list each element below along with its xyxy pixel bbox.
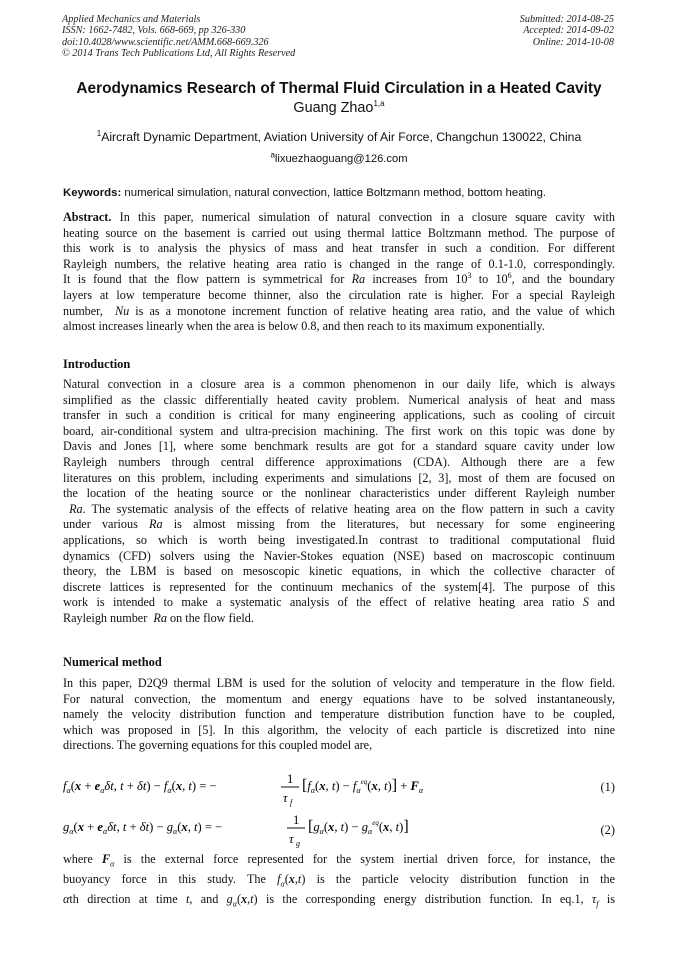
intro-line: literatures on this problem, including experiments and simulations [2, 3], most of them are focused on xyxy=(63,470,615,485)
intro-line: work is intended to make a systematic analysis of the effect of relative heating area ratio S and xyxy=(63,595,615,610)
submitted-date: Submitted: 2014-08-25 xyxy=(519,14,614,25)
svg-text:[gα(x, t) − gαeq(x, t)]: [$g_\alpha(x$, $t) - g_\alpha^{eq}(x$, t)] xyxy=(308,818,409,836)
equation-1-graphic xyxy=(63,769,563,811)
numerical-method-heading: Numerical method xyxy=(63,655,162,669)
equation-2-number: (2) xyxy=(600,823,615,837)
abstract xyxy=(63,210,615,335)
intro-line: theory, the LBM is based on mesoscopic kinetic equations, in which the collective character of xyxy=(63,564,615,579)
intro-line: Rayleigh numbers through central difference approximations (CDA). Although there are a few xyxy=(63,454,615,469)
intro-line: board, air-conditional system and ultra-precision machining. The first work on this topic was done by xyxy=(63,423,615,438)
abstract-line: layers at low temperature become thinner, also the circulation rate is higher. For a special Rayleigh xyxy=(63,287,615,302)
intro-line: Rayleigh number Ra on the flow field. xyxy=(63,610,254,625)
abstract-line: Rayleigh numbers, the relative heating area ratio is changed in the range of 0.1-1.0, correspondingly. xyxy=(63,256,615,271)
author-name: Guang Zhao xyxy=(293,100,374,116)
abstract-label: Abstract. xyxy=(63,210,112,224)
method-line: αth direction at time t, and $g_\alpha(x,t)$ is the corresponding energy distribution function. In eq.1, $\tau_f$ is xyxy=(63,892,615,909)
abstract-line: Abstract. In this paper, numerical simulation of natural convection in a closure square cavity with xyxy=(63,210,615,224)
copyright: © 2014 Trans Tech Publications Ltd, All Rights Reserved xyxy=(62,48,296,60)
email-sup: a xyxy=(270,150,275,160)
introduction-heading: Introduction xyxy=(63,357,131,371)
intro-line: Davis and Jones [1], where some benchmark results are got for a standard square cavity under low xyxy=(63,439,615,454)
svg-text:g: g xyxy=(296,839,300,848)
abstract-line: It is found that the flow pattern is symmetrical for Ra increases from $10^3$ to $10^6$, and the boundary xyxy=(63,271,616,287)
paper-title: Aerodynamics Research of Thermal Fluid Circulation in a Heated Cavity xyxy=(76,80,602,97)
numerical-method-body xyxy=(63,676,615,754)
method-line: For natural convection, the momentum and energy equations have to be solved instantaneously, xyxy=(63,691,615,706)
keywords xyxy=(63,187,623,199)
svg-text:gα(x + eαδt, t + δt) − gα(x, t: $g_\alpha(x + e_\alpha\delta t$, $t + \delta t) - g_\alpha(x$, t) = − xyxy=(63,820,223,836)
svg-text:1: 1 xyxy=(293,813,300,827)
affiliation-text: Aircraft Dynamic Department, Aviation University of Air Force, Changchun 130022, China xyxy=(101,130,582,144)
intro-line: Natural convection in a closure area is a common phenomenon in our daily life, which is always xyxy=(63,377,615,391)
keywords-label: Keywords: xyxy=(63,187,122,199)
equation-1 xyxy=(63,769,615,809)
abstract-line: this work is to analysis the physics of mass and heat transfer in such a condition. For different xyxy=(63,241,615,256)
equation-1-number: (1) xyxy=(600,780,615,794)
svg-text:f: f xyxy=(290,798,293,807)
affiliation xyxy=(0,130,678,144)
equation-2-graphic xyxy=(63,812,563,854)
svg-text:τ: τ xyxy=(283,791,288,805)
author-sup: 1,a xyxy=(373,99,385,109)
doi: doi:10.4028/www.scientific.net/AMM.668-669.326 xyxy=(62,36,269,48)
intro-line: under various Ra is almost missing from the literatures, but necessary for some engineering xyxy=(63,517,616,532)
intro-line: simplified as the classic differentially heated cavity problem. Numerical analysis of heat and mass xyxy=(63,392,615,407)
issn: ISSN: 1662-7482, Vols. 668-669, pp 326-330 xyxy=(62,25,246,37)
intro-line: transfer in such a condition is critical for many engineering applications, such as cooling of circuit xyxy=(63,408,615,423)
svg-text:[fα(x, t) − fαeq(x, t)] + Fα: [$f_\alpha(x$, $t) - f_\alpha^{eq}(x$, $t)] + F_\alpha$ xyxy=(302,777,424,795)
method-line: buoyancy force in this study. The $f_\alpha(x,t)$ is the particle velocity distribution function in the xyxy=(63,872,615,889)
email-address: lixuezhaoguang@126.com xyxy=(274,153,408,165)
accepted-date: Accepted: 2014-09-02 xyxy=(523,25,614,37)
intro-line: dynamics (CFD) solvers using the Navier-Stokes equation (NSE) based on macroscopic continuum xyxy=(63,548,615,563)
intro-line: discrete lattices is represented for the continuum mechanics of the system[4]. The purpose of this xyxy=(63,579,615,594)
svg-text:fα(x + eαδt, t + δt) − fα(x, t: $f_\alpha(x + e_\alpha\delta t$, $t + \delta t) - f_\alpha(x$, t) = − xyxy=(63,779,217,795)
method-line: directions. The governing equations for this coupled model are, xyxy=(63,738,373,753)
abstract-line: number, Nu is as a monotone increment function of relative heating area ratio, and the value of which xyxy=(63,303,616,318)
abstract-line: heating source on the basement is carried out using thermal lattice Boltzmann method. The purpose of xyxy=(63,225,615,240)
equation-2 xyxy=(63,812,615,852)
keywords-text: numerical simulation, natural convection, lattice Boltzmann method, bottom heating. xyxy=(124,187,547,199)
author-line xyxy=(0,100,678,116)
dates-header xyxy=(520,14,614,48)
intro-line: Ra. The systematic analysis of the effects of relative heating area on the flow pattern in such a cavity xyxy=(69,501,616,516)
svg-text:τ: τ xyxy=(289,832,294,846)
journal-name: Applied Mechanics and Materials xyxy=(62,14,201,25)
method-line: namely the velocity distribution function and temperature distribution function have to be coupled, xyxy=(63,707,615,722)
method-line: where $F_\alpha$ is the external force represented for the system inertial driven force, for instance, the xyxy=(63,852,616,869)
abstract-line: almost increases linearly when the area is below 0.8, and then reach to its maximum exponentially. xyxy=(63,319,545,334)
intro-line: the location of the heating source or the nonlinear characteristics under different Rayleigh number xyxy=(63,486,615,501)
svg-text:1: 1 xyxy=(287,772,294,786)
equation-explanation xyxy=(63,852,615,912)
method-line: In this paper, D2Q9 thermal LBM is used for the solution of velocity and temperature in the flow field. xyxy=(63,676,615,690)
affil-sup: 1 xyxy=(96,128,102,138)
email-line xyxy=(0,150,678,165)
journal-header xyxy=(62,14,295,60)
intro-line: applications, so which is worth being investigated.In contrast to traditional computational fluid xyxy=(63,532,615,547)
method-line: which was proposed in [5]. In this algorithm, the velocity of each particle is discretized into nine xyxy=(63,722,615,737)
introduction-body xyxy=(63,377,615,627)
online-date: Online: 2014-10-08 xyxy=(532,36,614,48)
